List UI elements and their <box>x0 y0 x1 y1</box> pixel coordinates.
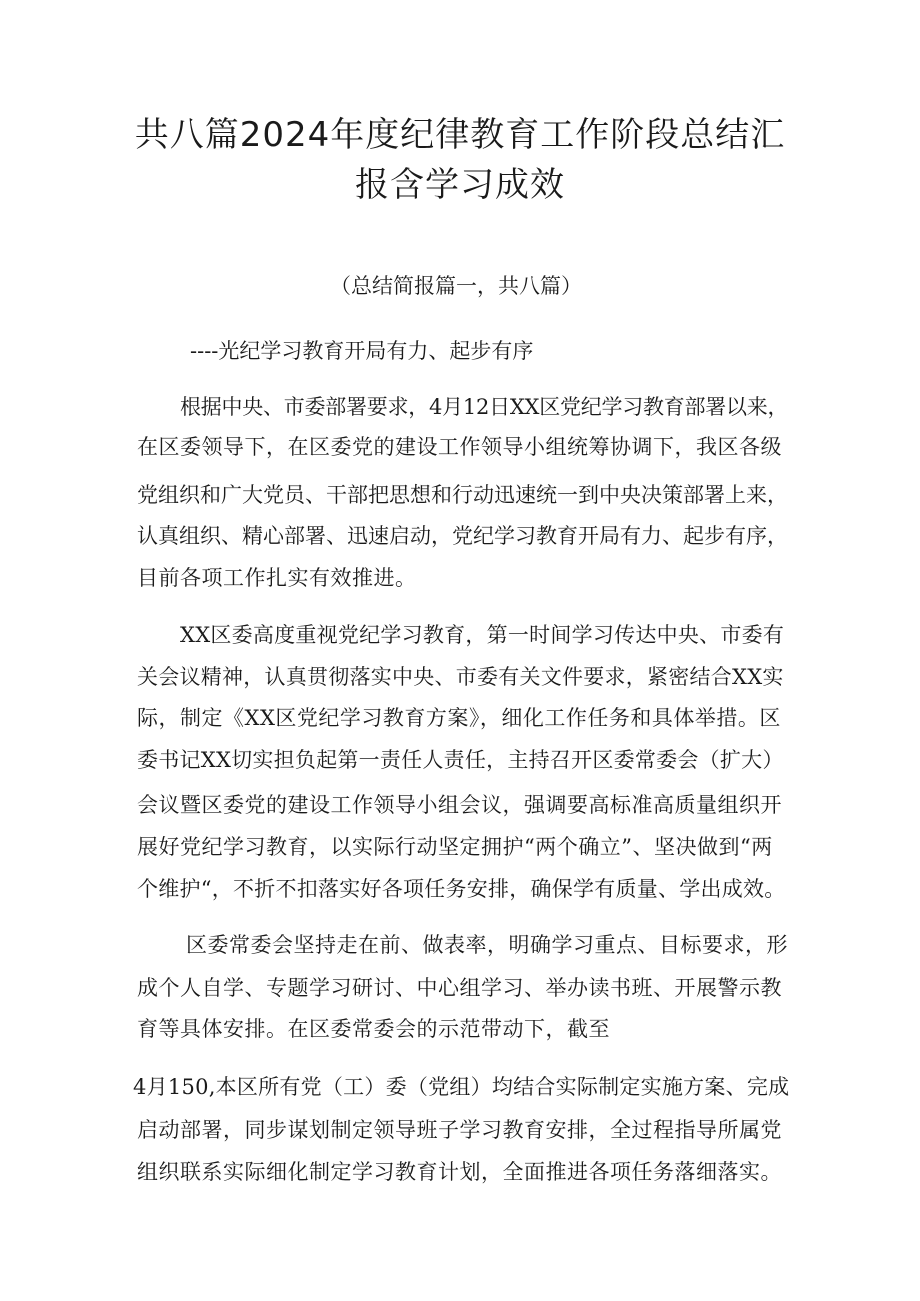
paragraph-2-line-5: 会议暨区委党的建设工作领导小组会议，强调要高标准高质量组织开 <box>137 793 782 817</box>
paragraph-2-line-7: 个维护“，不折不扣落实好各项任务安排，确保学有质量、学出成效。 <box>137 877 786 901</box>
paragraph-4-line-3: 组织联系实际细化制定学习教育计划，全面推进各项任务落细落实。 <box>137 1160 782 1184</box>
paragraph-3-line-3: 育等具体安排。在区委常委会的示范带动下，截至 <box>137 1017 610 1041</box>
paragraph-1-line-2: 在区委领导下，在区委党的建设工作领导小组统筹协调下，我区各级 <box>137 435 782 459</box>
paragraph-2-line-2: 关会议精神，认真贯彻落实中央、市委有关文件要求，紧密结合XX实 <box>137 665 784 689</box>
document-subtitle: （总结简报篇一，共八篇） <box>330 274 582 298</box>
document-title-line-2: 报含学习成效 <box>355 165 565 205</box>
paragraph-2-line-3: 际，制定《XX区党纪学习教育方案》，细化工作任务和具体举措。区 <box>137 706 781 730</box>
paragraph-3-line-2: 成个人自学、专题学习研讨、中心组学习、举办读书班、开展警示教 <box>137 976 782 1000</box>
paragraph-4-line-1: 4月150,本区所有党（工）委（党组）均结合实际制定实施方案、完成 <box>133 1075 790 1099</box>
paragraph-4-line-2: 启动部署，同步谋划制定领导班子学习教育安排，全过程指导所属党 <box>137 1118 782 1142</box>
paragraph-1-line-5: 目前各项工作扎实有效推进。 <box>137 566 417 590</box>
paragraph-2-line-1: XX区委高度重视党纪学习教育，第一时间学习传达中央、市委有 <box>180 623 785 647</box>
paragraph-3-line-1: 区委常委会坚持走在前、做表率，明确学习重点、目标要求，形 <box>186 933 788 957</box>
paragraph-2-line-6: 展好党纪学习教育，以实际行动坚定拥护“两个确立”、坚决做到“两 <box>137 835 773 859</box>
section-subheading: ----光纪学习教育开局有力、起步有序 <box>190 339 534 363</box>
paragraph-1-line-3: 党组织和广大党员、干部把思想和行动迅速统一到中央决策部署上来， <box>137 483 788 507</box>
document-title-line-1: 共八篇2024年度纪律教育工作阶段总结汇 <box>134 115 786 155</box>
paragraph-1-line-4: 认真组织、精心部署、迅速启动，党纪学习教育开局有力、起步有序， <box>137 524 788 548</box>
paragraph-1-line-1: 根据中央、市委部署要求，4月12日XX区党纪学习教育部署以来， <box>180 395 789 419</box>
paragraph-2-line-4: 委书记XX切实担负起第一责任人责任，主持召开区委常委会（扩大） <box>137 748 784 772</box>
